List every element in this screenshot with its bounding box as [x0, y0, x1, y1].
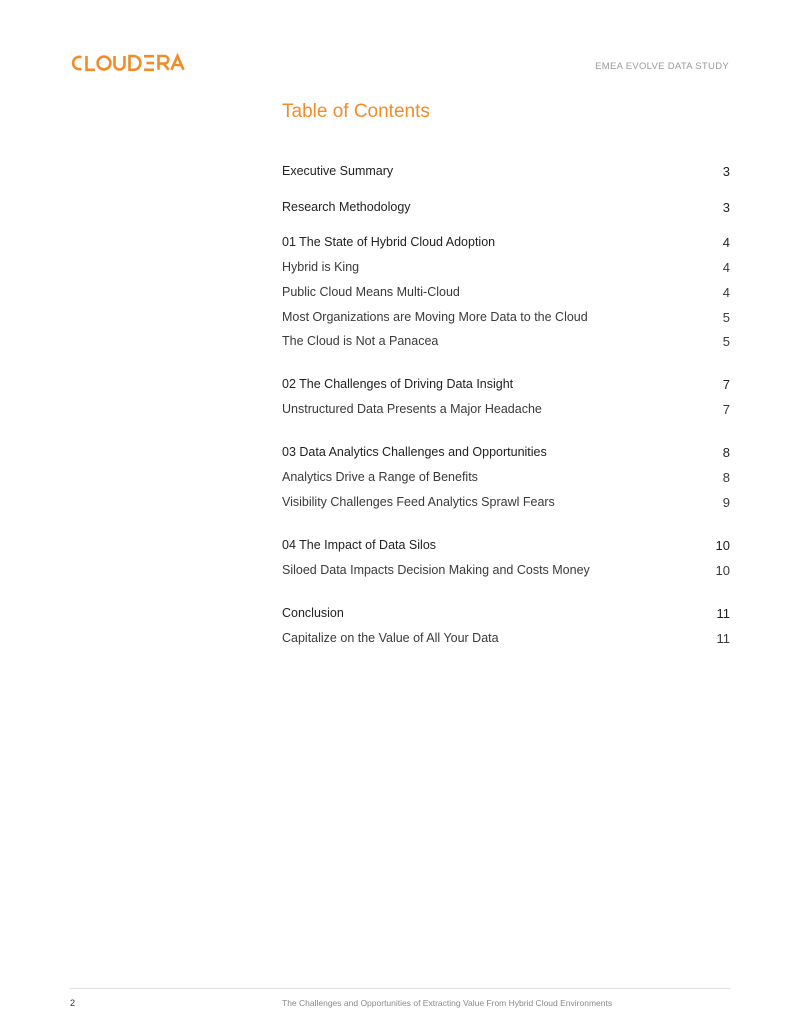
toc-entry-section-04[interactable] — [282, 536, 730, 554]
toc-subentry-unstructured-data[interactable] — [282, 400, 730, 418]
toc-entry-label: Analytics Drive a Range of Benefits — [282, 470, 478, 484]
toc-entry-label: The Cloud is Not a Panacea — [282, 334, 439, 348]
toc-entry-page: 11 — [716, 630, 730, 646]
page-number: 2 — [70, 998, 76, 1008]
toc-entry-page: 7 — [722, 376, 730, 392]
toc-entry-label: Executive Summary — [282, 164, 394, 178]
toc-entry-page: 4 — [722, 234, 730, 250]
toc-entry-label: Public Cloud Means Multi-Cloud — [282, 285, 460, 299]
toc-entry-label: Unstructured Data Presents a Major Headache — [282, 402, 542, 416]
toc-subentry-public-cloud[interactable] — [282, 283, 730, 301]
toc-entry-page: 11 — [716, 605, 730, 621]
toc-subentry-moving-data[interactable] — [282, 308, 730, 326]
footer-divider — [70, 988, 730, 989]
toc-entry-page: 10 — [715, 562, 730, 578]
study-label: EMEA EVOLVE DATA STUDY — [595, 61, 729, 72]
toc-entry-label: Most Organizations are Moving More Data to the Cloud — [282, 310, 588, 324]
toc-entry-page: 3 — [722, 163, 730, 179]
toc-subentry-visibility-challenges[interactable] — [282, 493, 730, 511]
toc-entry-page: 10 — [715, 537, 730, 553]
toc-entry-page: 5 — [722, 333, 730, 349]
toc-entry-label: 04 The Impact of Data Silos — [282, 538, 437, 552]
toc-entry-executive-summary[interactable] — [282, 162, 730, 180]
toc-entry-section-01[interactable] — [282, 233, 730, 251]
toc-entry-label: 01 The State of Hybrid Cloud Adoption — [282, 235, 496, 249]
toc-entry-page: 7 — [722, 401, 730, 417]
cloudera-logo-mark — [70, 52, 190, 74]
toc-entry-label: 03 Data Analytics Challenges and Opportunities — [282, 445, 547, 459]
toc-subentry-analytics-benefits[interactable] — [282, 468, 730, 486]
toc-entry-page: 9 — [722, 494, 730, 510]
toc-entry-label: Hybrid is King — [282, 260, 360, 274]
toc-subentry-not-a-panacea[interactable] — [282, 332, 730, 350]
toc-entry-page: 3 — [722, 199, 730, 215]
toc-entry-section-02[interactable] — [282, 375, 730, 393]
toc-entry-label: Research Methodology — [282, 200, 411, 214]
cloudera-logo — [70, 52, 190, 74]
toc-entry-label: Conclusion — [282, 606, 344, 620]
toc-subentry-hybrid-is-king[interactable] — [282, 258, 730, 276]
toc-entry-page: 8 — [722, 469, 730, 485]
toc-entry-label: Visibility Challenges Feed Analytics Sprawl Fears — [282, 495, 555, 509]
toc-entry-label: Capitalize on the Value of All Your Data — [282, 631, 499, 645]
toc-subentry-capitalize-value[interactable] — [282, 629, 730, 647]
toc-entry-page: 4 — [722, 259, 730, 275]
toc-entry-research-methodology[interactable] — [282, 198, 730, 216]
toc-entry-label: 02 The Challenges of Driving Data Insight — [282, 377, 514, 391]
toc-entry-page: 8 — [722, 444, 730, 460]
page-title: Table of Contents — [282, 101, 430, 122]
footer-document-title: The Challenges and Opportunities of Extracting Value From Hybrid Cloud Environments — [282, 998, 613, 1008]
toc-entry-page: 5 — [722, 309, 730, 325]
toc-entry-page: 4 — [722, 284, 730, 300]
toc-entry-label: Siloed Data Impacts Decision Making and Costs Money — [282, 563, 590, 577]
toc-subentry-siloed-data[interactable] — [282, 561, 730, 579]
toc-entry-section-03[interactable] — [282, 443, 730, 461]
toc-entry-conclusion[interactable] — [282, 604, 730, 622]
